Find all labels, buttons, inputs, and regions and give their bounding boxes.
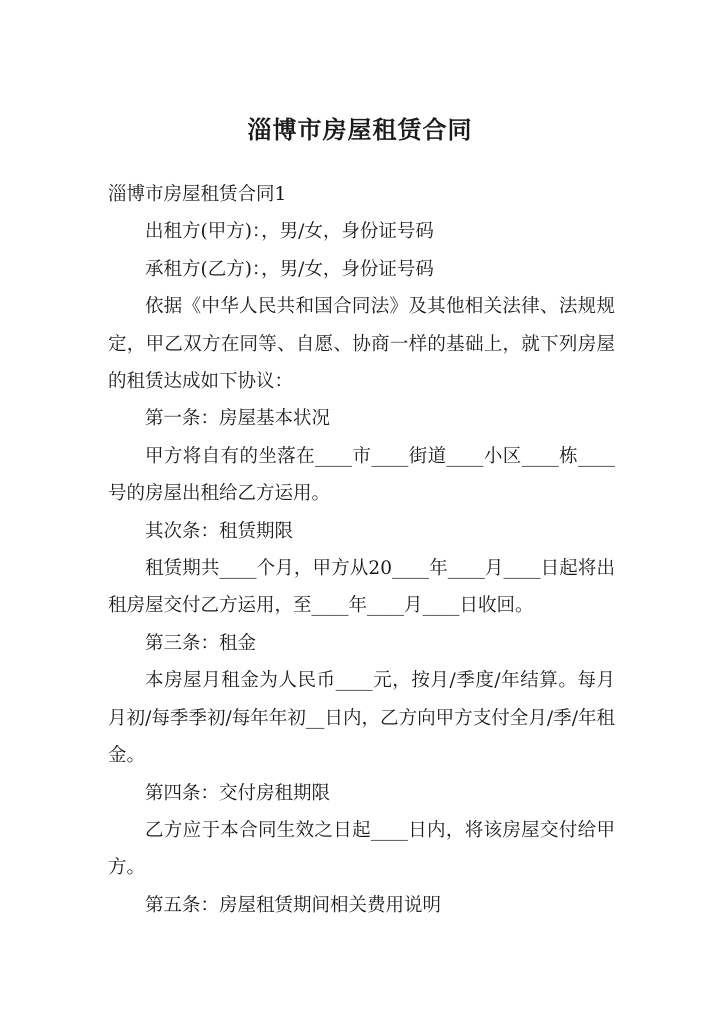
article-3-text: 本房屋月租金为人民币____元，按月/季度/年结算。每月月初/每季季初/每年年初__日内，乙方向甲方支付全月/季/年租金。 xyxy=(108,670,615,767)
article-2-text: 租赁期共____个月，甲方从20____年____月____日起将出租房屋交付乙方运用，至____年____月____日收回。 xyxy=(108,558,615,617)
article-2-heading: 其次条：租赁期限 xyxy=(145,520,294,542)
preamble-paragraph: 依据《中华人民共和国合同法》及其他相关法律、法规规定，甲乙双方在同等、自愿、协商一样的基础上，就下列房屋的租赁达成如下协议： xyxy=(108,296,615,393)
lessor-line: 出租方(甲方)：，男/女，身份证号码 xyxy=(145,221,434,243)
article-4-text: 乙方应于本合同生效之日起____日内，将该房屋交付给甲方。 xyxy=(108,819,615,879)
article-5-heading: 第五条：房屋租赁期间相关费用说明 xyxy=(145,894,442,916)
article-1-heading: 第一条：房屋基本状况 xyxy=(145,408,331,430)
article-4-heading: 第四条：交付房租期限 xyxy=(145,782,331,804)
article-1-text: 甲方将自有的坐落在____市____街道____小区____栋____号的房屋出租给乙方运用。 xyxy=(108,445,615,505)
article-3-heading: 第三条：租金 xyxy=(145,632,257,654)
lessee-line: 承租方(乙方)：，男/女，身份证号码 xyxy=(145,258,434,280)
document-title: 淄博市房屋租赁合同 xyxy=(247,115,473,144)
contract-subtitle: 淄博市房屋租赁合同1 xyxy=(108,184,287,205)
document-body xyxy=(108,176,615,924)
